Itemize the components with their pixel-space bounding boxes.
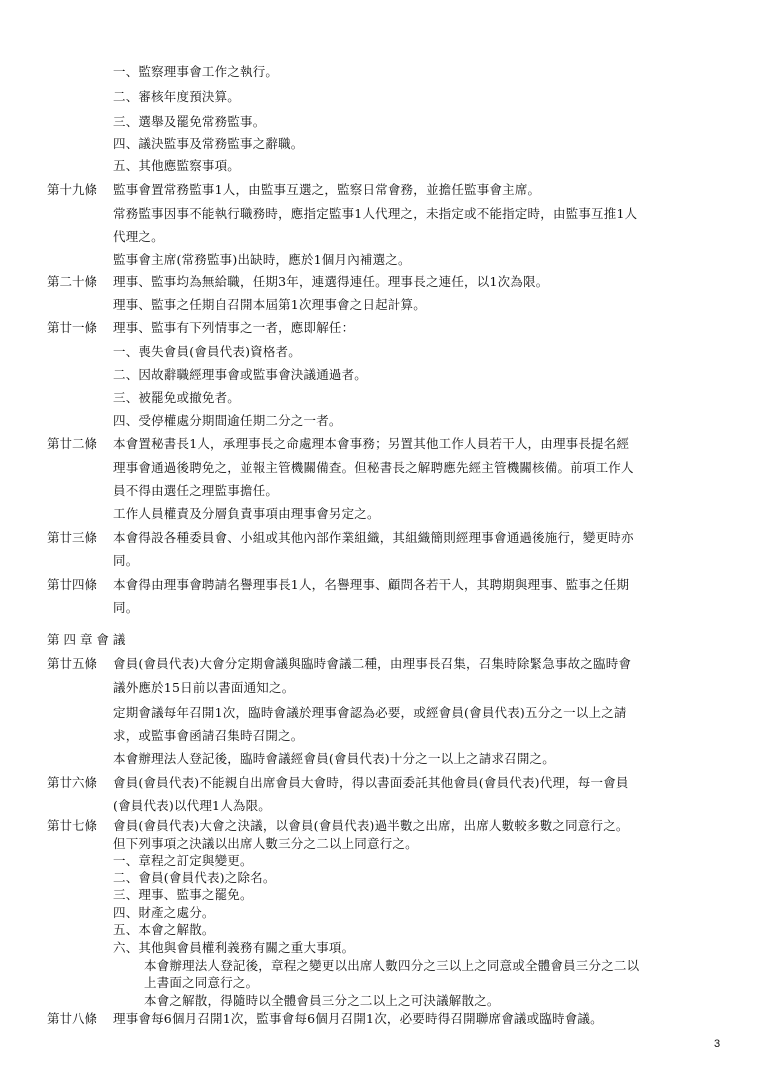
article-text: 會員(會員代表)不能親自出席會員大會時，得以書面委託其他會員(會員代表)代理，每一會員 [113, 775, 629, 790]
page-number: 3 [714, 1038, 721, 1050]
body-line: 同。 [113, 553, 139, 568]
article-label: 第廿二條 [47, 436, 98, 451]
body-line: 但下列事項之決議以出席人數三分之二以上同意行之。 [113, 836, 418, 851]
body-line: 上書面之同意行之。 [144, 975, 259, 990]
body-line: 定期會議每年召開1次，臨時會議於理事會認為必要，或經會員(會員代表)五分之一以上之請 [113, 705, 627, 720]
body-line: 四、財產之處分。 [113, 905, 215, 920]
body-line: 六、其他與會員權利義務有關之重大事項。 [113, 940, 355, 955]
body-line: 二、因故辭職經理事會或監事會決議通過者。 [113, 367, 368, 382]
body-line: 工作人員權責及分層負責事項由理事會另定之。 [113, 506, 380, 521]
article-text: 理事、監事有下列情事之一者，應即解任： [113, 320, 355, 335]
article-label: 第廿四條 [47, 577, 98, 592]
body-line: 本會辦理法人登記後，章程之變更以出席人數四分之三以上之同意或全體會員三分之二以 [144, 958, 640, 973]
article-text: 本會得設各種委員會、小組或其他內部作業組織，其組織簡則經理事會通過後施行，變更時亦 [113, 530, 634, 545]
chapter-heading: 第 四 章 會 議 [47, 632, 126, 647]
body-line: 四、議決監事及常務監事之辭職。 [113, 136, 304, 151]
body-line: 五、本會之解散。 [113, 922, 215, 937]
body-line: 議外應於15日前以書面通知之。 [113, 680, 295, 695]
body-line: 二、會員(會員代表)之除名。 [113, 870, 276, 885]
article-text: 會員(會員代表)大會分定期會議與臨時會議二種，由理事長召集，召集時除緊急事故之臨時會 [113, 656, 632, 671]
article-label: 第廿八條 [47, 1011, 98, 1026]
body-line: 員不得由選任之理監事擔任。 [113, 483, 279, 498]
body-line: 三、理事、監事之罷免。 [113, 887, 253, 902]
article-label: 第廿一條 [47, 320, 98, 335]
body-line: 理事會通過後聘免之，並報主管機關備查。但秘書長之解聘應先經主管機關核備。前項工作人 [113, 460, 634, 475]
body-line: 求，或監事會函請召集時召開之。 [113, 728, 304, 743]
article-text: 本會置秘書長1人，承理事長之命處理本會事務；另置其他工作人員若干人，由理事長提名經 [113, 436, 630, 451]
body-line: 同。 [113, 600, 139, 615]
body-line: 二、審核年度預決算。 [113, 89, 241, 104]
article-label: 第十九條 [47, 182, 98, 197]
body-line: 本會辦理法人登記後，臨時會議經會員(會員代表)十分之一以上之請求召開之。 [113, 751, 555, 766]
body-line: 本會之解散，得隨時以全體會員三分之二以上之可決議解散之。 [144, 993, 500, 1008]
body-line: 一、章程之訂定與變更。 [113, 853, 253, 868]
article-text: 理事、監事均為無給職，任期3年，連選得連任。理事長之連任，以1次為限。 [113, 274, 549, 289]
article-label: 第廿五條 [47, 656, 98, 671]
body-line: 四、受停權處分期間逾任期二分之一者。 [113, 413, 342, 428]
body-line: (會員代表)以代理1人為限。 [113, 798, 272, 813]
body-line: 三、被罷免或撤免者。 [113, 390, 241, 405]
article-label: 第廿三條 [47, 530, 98, 545]
article-text: 本會得由理事會聘請名譽理事長1人，名譽理事、顧問各若干人，其聘期與理事、監事之任期 [113, 577, 630, 592]
body-line: 代理之。 [113, 229, 164, 244]
body-line: 一、喪失會員(會員代表)資格者。 [113, 344, 301, 359]
article-text: 會員(會員代表)大會之決議，以會員(會員代表)過半數之出席，出席人數較多數之同意行之。 [113, 818, 629, 833]
body-line: 常務監事因事不能執行職務時，應指定監事1人代理之，未指定或不能指定時，由監事互推1人 [113, 206, 638, 221]
article-label: 第廿七條 [47, 818, 98, 833]
body-line: 五、其他應監察事項。 [113, 158, 241, 173]
article-text: 理事會每6個月召開1次，監事會每6個月召開1次，必要時得召開聯席會議或臨時會議。 [113, 1011, 603, 1026]
body-line: 理事、監事之任期自召開本屆第1次理事會之日起計算。 [113, 297, 426, 312]
article-label: 第二十條 [47, 274, 98, 289]
body-line: 一、監察理事會工作之執行。 [113, 64, 279, 79]
body-line: 三、選舉及罷免常務監事。 [113, 114, 266, 129]
article-text: 監事會置常務監事1人，由監事互選之，監察日常會務，並擔任監事會主席。 [113, 182, 541, 197]
body-line: 監事會主席(常務監事)出缺時，應於1個月內補選之。 [113, 252, 411, 267]
article-label: 第廿六條 [47, 775, 98, 790]
